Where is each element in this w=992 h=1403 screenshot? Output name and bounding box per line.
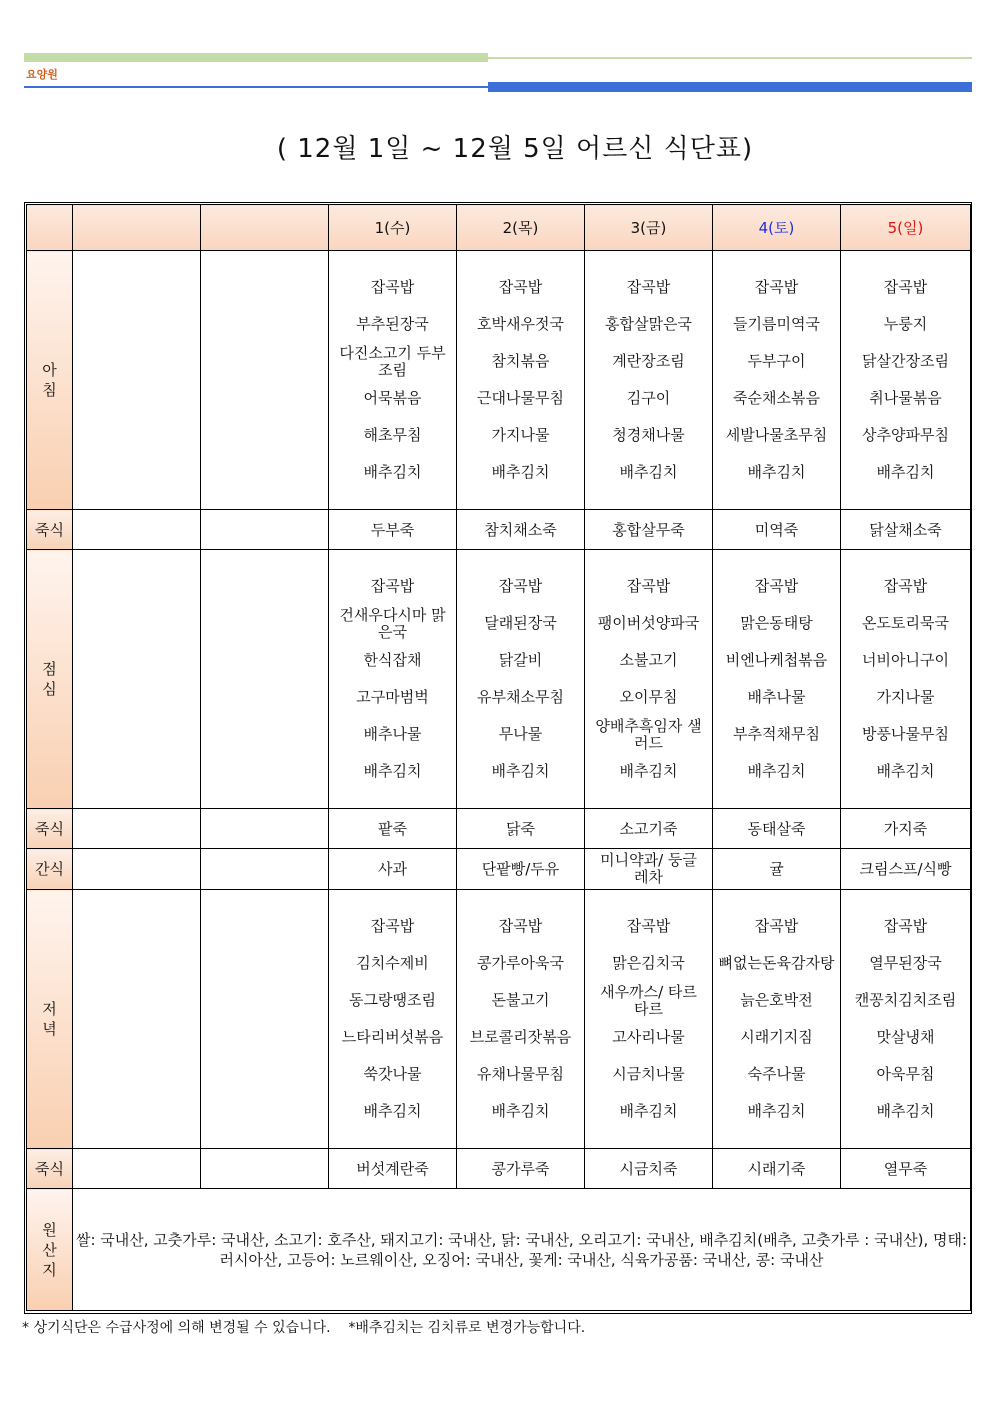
blank-cell — [201, 550, 329, 809]
menu-item: 배추김치 — [619, 1102, 678, 1120]
header-blue-bar — [488, 82, 972, 92]
day-label: 5(일) — [887, 218, 924, 237]
porridge-cell: 두부죽 — [329, 510, 457, 550]
menu-item: 부추적채무침 — [733, 725, 820, 743]
porridge-cell: 참치채소죽 — [457, 510, 585, 550]
header-blue-line — [24, 86, 488, 88]
porridge-cell: 동태살죽 — [713, 809, 841, 849]
menu-item-list — [329, 269, 456, 491]
menu-item-list — [841, 269, 970, 491]
menu-item: 해초무침 — [363, 426, 422, 444]
header-blank-cell — [73, 205, 201, 251]
menu-item: 청경채나물 — [612, 426, 685, 444]
menu-item: 배추김치 — [363, 1102, 422, 1120]
lunch-label — [27, 550, 73, 809]
lunch-row — [27, 550, 971, 809]
menu-item: 들기름미역국 — [733, 315, 820, 333]
menu-cell — [841, 550, 971, 809]
blank-cell — [73, 510, 201, 550]
blank-cell — [201, 510, 329, 550]
day-label: 2(목) — [502, 218, 539, 237]
menu-item: 잡곡밥 — [626, 278, 671, 296]
menu-item: 근대나물무침 — [477, 389, 564, 407]
menu-item: 건새우다시마 맑은국 — [339, 605, 446, 641]
snack-cell: 단팥빵/두유 — [457, 849, 585, 890]
menu-item: 배추김치 — [876, 762, 935, 780]
menu-item: 잡곡밥 — [626, 917, 671, 935]
menu-item: 잡곡밥 — [754, 278, 799, 296]
menu-cell — [457, 251, 585, 510]
menu-item: 배추김치 — [491, 463, 550, 481]
menu-item: 돈불고기 — [491, 991, 550, 1009]
menu-item: 잡곡밥 — [370, 917, 415, 935]
page-title: ( 12월 1일 ~ 12월 5일 어르신 식단표) — [276, 134, 754, 164]
dinner-porridge-row — [27, 1149, 971, 1189]
porridge-cell: 닭살채소죽 — [841, 510, 971, 550]
menu-item: 배추김치 — [491, 1102, 550, 1120]
dinner-label — [27, 890, 73, 1149]
menu-item-list — [713, 908, 840, 1130]
menu-item-list — [585, 568, 712, 790]
menu-item: 호박새우젓국 — [477, 315, 564, 333]
menu-item: 아욱무침 — [876, 1065, 935, 1083]
menu-item: 뼈없는돈육감자탕 — [718, 954, 835, 972]
menu-item: 배추김치 — [747, 463, 806, 481]
menu-item: 캔꽁치김치조림 — [854, 991, 957, 1009]
menu-item: 잡곡밥 — [883, 577, 928, 595]
menu-item: 잡곡밥 — [498, 917, 543, 935]
menu-item: 한식잡채 — [363, 651, 422, 669]
porridge-cell: 시래기죽 — [713, 1149, 841, 1189]
day-label: 1(수) — [374, 218, 411, 237]
blank-cell — [73, 890, 201, 1149]
snack-label: 간식 — [27, 849, 73, 890]
menu-item: 죽순채소볶음 — [733, 389, 820, 407]
menu-item: 잡곡밥 — [754, 917, 799, 935]
menu-item: 동그랑땡조림 — [349, 991, 436, 1009]
menu-item: 다진소고기 두부조림 — [339, 343, 446, 379]
menu-item: 맛살냉채 — [876, 1028, 935, 1046]
menu-item: 고사리나물 — [612, 1028, 685, 1046]
blank-cell — [73, 550, 201, 809]
menu-item: 무나물 — [498, 725, 543, 743]
snack-cell: 사과 — [329, 849, 457, 890]
porridge-cell: 가지죽 — [841, 809, 971, 849]
snack-row — [27, 849, 971, 890]
menu-item: 숙주나물 — [747, 1065, 806, 1083]
menu-item: 배추김치 — [876, 1102, 935, 1120]
menu-item: 배추나물 — [363, 725, 422, 743]
menu-item: 누룽지 — [883, 315, 928, 333]
row-label: 아침 — [42, 361, 57, 399]
menu-cell — [457, 550, 585, 809]
origin-row — [27, 1189, 971, 1311]
menu-cell — [841, 251, 971, 510]
day-header — [841, 205, 971, 251]
menu-cell — [713, 550, 841, 809]
porridge-cell: 홍합살무죽 — [585, 510, 713, 550]
blank-cell — [201, 1149, 329, 1189]
header-blank-cell — [27, 205, 73, 251]
menu-item: 양배추흑임자 샐러드 — [595, 716, 702, 752]
lunch-porridge-row — [27, 809, 971, 849]
menu-cell — [585, 890, 713, 1149]
porridge-cell: 팥죽 — [329, 809, 457, 849]
menu-item: 닭살간장조림 — [862, 352, 949, 370]
footnote: * 상기식단은 수급사정에 의해 변경될 수 있습니다. *배추김치는 김치류로 변경가능합니다. — [22, 1320, 586, 1336]
row-label: 원산지 — [42, 1220, 57, 1279]
header-green-bar — [24, 53, 488, 62]
menu-item-list — [457, 568, 584, 790]
menu-item: 배추김치 — [747, 1102, 806, 1120]
menu-item: 배추김치 — [491, 762, 550, 780]
menu-item: 잡곡밥 — [626, 577, 671, 595]
menu-cell — [329, 251, 457, 510]
header-row — [27, 205, 971, 251]
menu-item: 잡곡밥 — [883, 278, 928, 296]
origin-text: 쌀: 국내산, 고춧가루: 국내산, 소고기: 호주산, 돼지고기: 국내산, 닭: 국내산, 오리고기: 국내산, 배추김치(배추, 고춧가루 : 국내산), 명태: 러시아산, 고등어: 노르웨이산, 오징어: 국내산, 꽃게: 국내산, 식육가공품: 국내산, 콩: 국내산 — [73, 1189, 971, 1311]
porridge-cell: 미역죽 — [713, 510, 841, 550]
menu-item-list — [457, 269, 584, 491]
menu-item: 열무된장국 — [869, 954, 942, 972]
menu-item: 배추김치 — [876, 463, 935, 481]
menu-item: 김구이 — [626, 389, 671, 407]
porridge-cell: 버섯계란죽 — [329, 1149, 457, 1189]
menu-item: 세발나물초무침 — [725, 426, 828, 444]
menu-item: 새우까스/ 타르타르 — [600, 982, 697, 1018]
menu-item: 배추김치 — [619, 463, 678, 481]
menu-item: 쑥갓나물 — [363, 1065, 422, 1083]
menu-item: 맑은동태탕 — [740, 614, 813, 632]
menu-item: 시금치나물 — [612, 1065, 685, 1083]
menu-item: 김치수제비 — [356, 954, 429, 972]
porridge-label: 죽식 — [27, 1149, 73, 1189]
day-label: 4(토) — [758, 218, 795, 237]
menu-item: 유부채소무침 — [477, 688, 564, 706]
snack-item: 미니약과/ 둥글레차 — [600, 851, 697, 886]
origin-label — [27, 1189, 73, 1311]
menu-item: 방풍나물무침 — [862, 725, 949, 743]
day-header — [457, 205, 585, 251]
menu-item: 팽이버섯양파국 — [597, 614, 700, 632]
menu-item: 잡곡밥 — [754, 577, 799, 595]
menu-cell — [585, 550, 713, 809]
menu-cell — [329, 890, 457, 1149]
menu-item: 계란장조림 — [612, 352, 685, 370]
menu-item: 온도토리묵국 — [862, 614, 949, 632]
row-label: 점심 — [42, 660, 57, 698]
menu-item-list — [585, 269, 712, 491]
row-label: 저녁 — [42, 1000, 57, 1038]
menu-item: 잡곡밥 — [498, 577, 543, 595]
porridge-cell: 콩가루죽 — [457, 1149, 585, 1189]
menu-cell — [841, 890, 971, 1149]
menu-item: 배추김치 — [619, 762, 678, 780]
menu-item: 홍합살맑은국 — [605, 315, 692, 333]
dinner-row — [27, 890, 971, 1149]
breakfast-label — [27, 251, 73, 510]
menu-item: 늙은호박전 — [740, 991, 813, 1009]
menu-cell — [457, 890, 585, 1149]
menu-item-list — [713, 269, 840, 491]
menu-item: 배추김치 — [363, 463, 422, 481]
menu-item: 잡곡밥 — [370, 577, 415, 595]
menu-item-list — [841, 908, 970, 1130]
menu-item: 두부구이 — [747, 352, 806, 370]
breakfast-row — [27, 251, 971, 510]
menu-item-list — [457, 908, 584, 1130]
menu-item: 맑은김치국 — [612, 954, 685, 972]
blank-cell — [73, 849, 201, 890]
menu-item: 시래기지짐 — [740, 1028, 813, 1046]
menu-item: 고구마범벅 — [356, 688, 429, 706]
header-blank-cell — [201, 205, 329, 251]
porridge-label: 죽식 — [27, 809, 73, 849]
menu-item: 참치볶음 — [491, 352, 550, 370]
menu-cell — [329, 550, 457, 809]
day-header — [329, 205, 457, 251]
menu-item-list — [585, 908, 712, 1130]
menu-item: 부추된장국 — [356, 315, 429, 333]
menu-cell — [713, 251, 841, 510]
header-green-line — [488, 57, 972, 59]
snack-cell: 크림스프/식빵 — [841, 849, 971, 890]
meal-table — [26, 204, 971, 1311]
menu-item: 어묵볶음 — [363, 389, 422, 407]
blank-cell — [201, 809, 329, 849]
menu-item: 상추양파무침 — [862, 426, 949, 444]
menu-item: 느타리버섯볶음 — [341, 1028, 444, 1046]
menu-item-list — [841, 568, 970, 790]
menu-item: 가지나물 — [876, 688, 935, 706]
snack-cell — [585, 849, 713, 890]
blank-cell — [73, 1149, 201, 1189]
menu-item: 잡곡밥 — [370, 278, 415, 296]
menu-item: 소불고기 — [619, 651, 678, 669]
blank-cell — [201, 890, 329, 1149]
menu-item: 오이무침 — [619, 688, 678, 706]
menu-cell — [585, 251, 713, 510]
blank-cell — [201, 251, 329, 510]
blank-cell — [73, 251, 201, 510]
menu-item-list — [329, 568, 456, 790]
menu-item: 잡곡밥 — [883, 917, 928, 935]
porridge-label: 죽식 — [27, 510, 73, 550]
porridge-cell: 닭죽 — [457, 809, 585, 849]
porridge-cell: 열무죽 — [841, 1149, 971, 1189]
porridge-cell: 시금치죽 — [585, 1149, 713, 1189]
menu-item: 비엔나케첩볶음 — [725, 651, 828, 669]
org-name: 요양원 — [26, 68, 58, 81]
menu-item-list — [713, 568, 840, 790]
menu-item: 콩가루아욱국 — [477, 954, 564, 972]
menu-item: 너비아니구이 — [862, 651, 949, 669]
snack-cell: 귤 — [713, 849, 841, 890]
menu-item: 배추김치 — [363, 762, 422, 780]
menu-item: 브로콜리잣볶음 — [469, 1028, 572, 1046]
menu-item: 배추나물 — [747, 688, 806, 706]
day-header — [713, 205, 841, 251]
menu-cell — [713, 890, 841, 1149]
menu-item: 잡곡밥 — [498, 278, 543, 296]
blank-cell — [201, 849, 329, 890]
blank-cell — [73, 809, 201, 849]
day-label: 3(금) — [630, 218, 667, 237]
porridge-cell: 소고기죽 — [585, 809, 713, 849]
menu-item: 배추김치 — [747, 762, 806, 780]
day-header — [585, 205, 713, 251]
menu-item: 유채나물무침 — [477, 1065, 564, 1083]
menu-item-list — [329, 908, 456, 1130]
menu-item: 취나물볶음 — [869, 389, 942, 407]
menu-item: 달래된장국 — [484, 614, 557, 632]
breakfast-porridge-row — [27, 510, 971, 550]
menu-item: 가지나물 — [491, 426, 550, 444]
menu-item: 닭갈비 — [498, 651, 543, 669]
